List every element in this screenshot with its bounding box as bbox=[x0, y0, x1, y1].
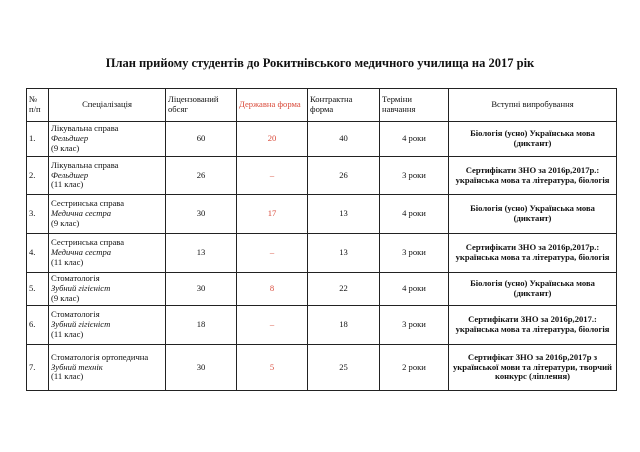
row-licensed: 60 bbox=[166, 122, 237, 157]
qualification: Фельдшер bbox=[51, 169, 89, 180]
grade-basis: (11 клас) bbox=[51, 328, 84, 339]
specialty-name: Сестринська справа bbox=[51, 237, 125, 248]
row-term: 3 роки bbox=[380, 157, 449, 195]
header-specialty: Спеціалізація bbox=[49, 89, 166, 122]
row-specialty bbox=[49, 157, 166, 195]
row-num: 2. bbox=[27, 157, 49, 195]
row-contract-form: 18 bbox=[308, 306, 380, 345]
row-state-form: – bbox=[237, 157, 308, 195]
qualification: Медична сестра bbox=[51, 208, 112, 219]
table-row bbox=[27, 195, 617, 234]
row-exams: Сертифікати ЗНО за 2016р,2017р.: українська мова та література, біологія bbox=[449, 157, 617, 195]
header-num: № п/п bbox=[27, 89, 49, 122]
row-specialty bbox=[49, 306, 166, 345]
table-row bbox=[27, 306, 617, 345]
row-contract-form: 22 bbox=[308, 273, 380, 306]
row-contract-form: 13 bbox=[308, 195, 380, 234]
row-num: 7. bbox=[27, 345, 49, 391]
header-term: Терміни навчання bbox=[380, 89, 449, 122]
table-row bbox=[27, 345, 617, 391]
row-term: 2 роки bbox=[380, 345, 449, 391]
qualification: Зубний гігієніст bbox=[51, 319, 111, 330]
specialty-name: Стоматологія bbox=[51, 273, 100, 284]
row-term: 4 роки bbox=[380, 122, 449, 157]
row-licensed: 13 bbox=[166, 234, 237, 273]
grade-basis: (9 клас) bbox=[51, 217, 80, 228]
table-row bbox=[27, 273, 617, 306]
row-specialty bbox=[49, 234, 166, 273]
qualification: Зубний гігієніст bbox=[51, 283, 111, 294]
table-row bbox=[27, 122, 617, 157]
row-term: 3 роки bbox=[380, 306, 449, 345]
row-licensed: 30 bbox=[166, 195, 237, 234]
qualification: Медична сестра bbox=[51, 247, 112, 258]
row-state-form: 5 bbox=[237, 345, 308, 391]
grade-basis: (9 клас) bbox=[51, 142, 80, 153]
row-specialty bbox=[49, 273, 166, 306]
row-contract-form: 13 bbox=[308, 234, 380, 273]
row-term: 4 роки bbox=[380, 195, 449, 234]
header-exams: Вступні випробування bbox=[449, 89, 617, 122]
grade-basis: (11 клас) bbox=[51, 371, 84, 382]
row-num: 4. bbox=[27, 234, 49, 273]
header-licensed: Ліцензований обсяг bbox=[166, 89, 237, 122]
row-state-form: 17 bbox=[237, 195, 308, 234]
row-licensed: 18 bbox=[166, 306, 237, 345]
specialty-name: Сестринська справа bbox=[51, 198, 125, 209]
row-licensed: 30 bbox=[166, 273, 237, 306]
table-header-row bbox=[27, 89, 617, 122]
specialty-name: Лікувальна справа bbox=[51, 123, 119, 134]
row-specialty bbox=[49, 195, 166, 234]
admission-plan-table bbox=[26, 88, 617, 391]
row-exams: Сертифікати ЗНО за 2016р,2017р.: українська мова та література, біологія bbox=[449, 234, 617, 273]
row-specialty bbox=[49, 345, 166, 391]
row-num: 3. bbox=[27, 195, 49, 234]
grade-basis: (9 клас) bbox=[51, 292, 80, 303]
table-row bbox=[27, 157, 617, 195]
row-term: 3 роки bbox=[380, 234, 449, 273]
row-licensed: 30 bbox=[166, 345, 237, 391]
row-exams: Біологія (усно) Українська мова (диктант) bbox=[449, 122, 617, 157]
row-state-form: 8 bbox=[237, 273, 308, 306]
row-exams: Біологія (усно) Українська мова (диктант) bbox=[449, 195, 617, 234]
qualification: Зубний технік bbox=[51, 361, 103, 372]
row-term: 4 роки bbox=[380, 273, 449, 306]
row-licensed: 26 bbox=[166, 157, 237, 195]
row-num: 5. bbox=[27, 273, 49, 306]
row-state-form: – bbox=[237, 306, 308, 345]
row-exams: Сертифікати ЗНО за 2016р,2017.: українська мова та література, біологія bbox=[449, 306, 617, 345]
grade-basis: (11 клас) bbox=[51, 179, 84, 190]
row-contract-form: 25 bbox=[308, 345, 380, 391]
row-exams: Біологія (усно) Українська мова (диктант) bbox=[449, 273, 617, 306]
specialty-name: Лікувальна справа bbox=[51, 159, 119, 170]
table-row bbox=[27, 234, 617, 273]
row-contract-form: 40 bbox=[308, 122, 380, 157]
header-state-form: Державна форма bbox=[237, 89, 308, 122]
row-num: 6. bbox=[27, 306, 49, 345]
row-contract-form: 26 bbox=[308, 157, 380, 195]
header-contract-form: Контрактна форма bbox=[308, 89, 380, 122]
specialty-name: Стоматологія ортопедична bbox=[51, 351, 149, 362]
grade-basis: (11 клас) bbox=[51, 256, 84, 267]
row-num: 1. bbox=[27, 122, 49, 157]
page-title: План прийому студентів до Рокитнівського медичного училища на 2017 рік bbox=[105, 56, 535, 70]
row-exams: Сертифікат ЗНО за 2016р,2017р з української мови та літератури, творчий конкурс (ліплення) bbox=[449, 345, 617, 391]
qualification: Фельдшер bbox=[51, 133, 89, 144]
row-state-form: – bbox=[237, 234, 308, 273]
row-specialty bbox=[49, 122, 166, 157]
row-state-form: 20 bbox=[237, 122, 308, 157]
specialty-name: Стоматологія bbox=[51, 309, 100, 320]
